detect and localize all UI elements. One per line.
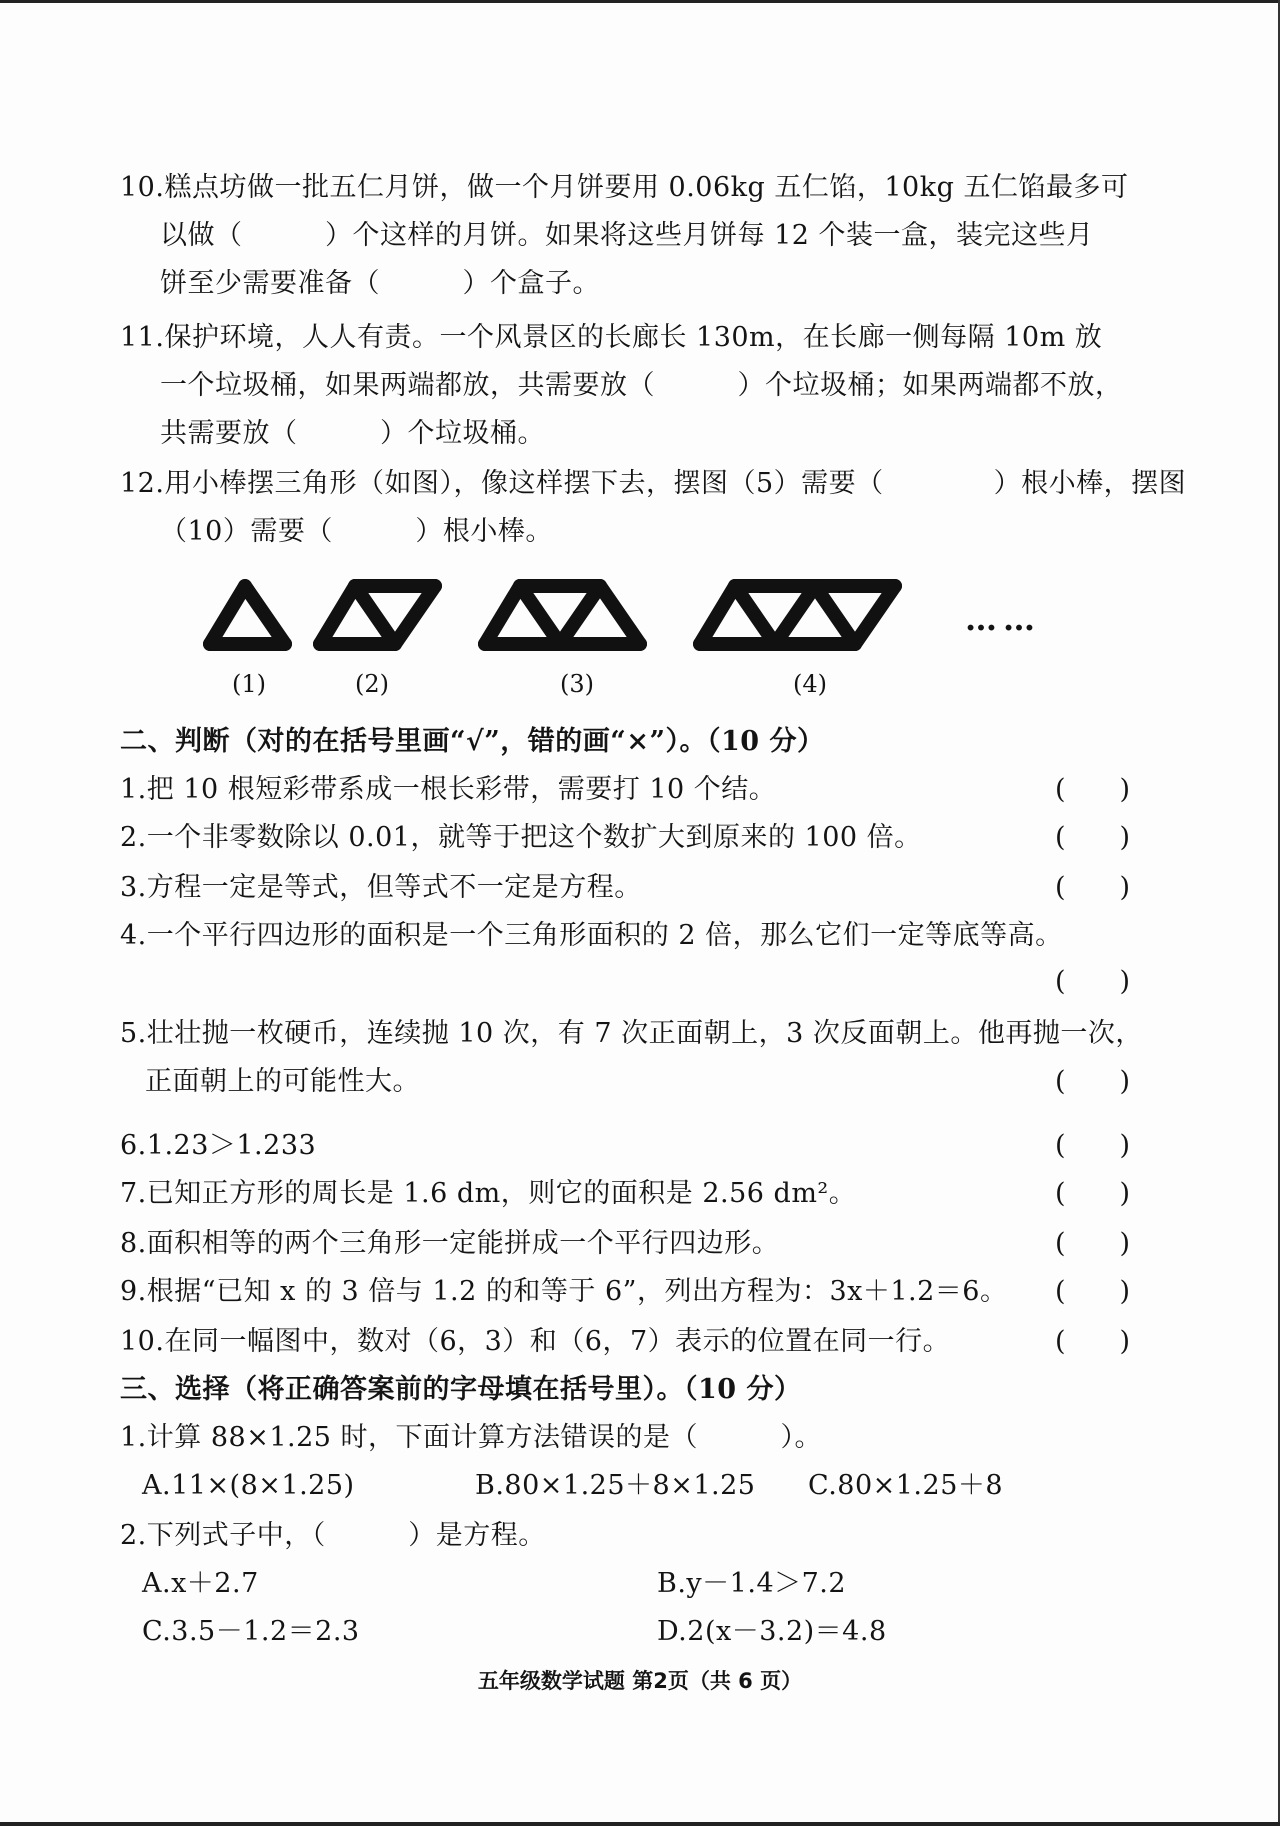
- judge-answer-10[interactable]: ( ): [1055, 1326, 1131, 1357]
- choice-q1-stem: 1.计算 88×1.25 时，下面计算方法错误的是（ ）。: [120, 1422, 823, 1453]
- judge-answer-4[interactable]: ( ): [1055, 966, 1131, 997]
- figure-4-label: (4): [793, 670, 827, 698]
- judge-answer-9[interactable]: ( ): [1055, 1276, 1131, 1307]
- q12-line2: （10）需要（ ）根小棒。: [160, 516, 553, 547]
- q10-line1: 10.糕点坊做一批五仁月饼，做一个月饼要用 0.06kg 五仁馅，10kg 五仁馅最多可: [120, 172, 1129, 203]
- judge-item-4: 4.一个平行四边形的面积是一个三角形面积的 2 倍，那么它们一定等底等高。: [120, 920, 1063, 951]
- figure-1-sticks: [210, 586, 285, 644]
- choice-q2-option-b[interactable]: B.y－1.4＞7.2: [657, 1568, 847, 1599]
- q11-line3: 共需要放（ ）个垃圾桶。: [160, 418, 545, 449]
- figure-3-label: (3): [560, 670, 594, 698]
- judge-item-6: 6.1.23＞1.233: [120, 1130, 317, 1161]
- judge-answer-8[interactable]: ( ): [1055, 1228, 1131, 1259]
- choice-q2-option-c[interactable]: C.3.5－1.2＝2.3: [142, 1616, 360, 1647]
- figure-4-sticks: [700, 586, 895, 644]
- figure-ellipsis: ……: [965, 600, 1041, 638]
- judge-item-8: 8.面积相等的两个三角形一定能拼成一个平行四边形。: [120, 1228, 780, 1259]
- q12-line1: 12.用小棒摆三角形（如图），像这样摆下去，摆图（5）需要（ ）根小棒，摆图: [120, 468, 1187, 499]
- judge-answer-2[interactable]: ( ): [1055, 822, 1131, 853]
- figure-2-sticks: [320, 586, 435, 644]
- q11-line2: 一个垃圾桶，如果两端都放，共需要放（ ）个垃圾桶；如果两端都不放，: [160, 370, 1123, 401]
- figure-2-label: (2): [355, 670, 389, 698]
- choice-q1-option-b[interactable]: B.80×1.25＋8×1.25: [475, 1470, 756, 1501]
- judge-item-2: 2.一个非零数除以 0.01，就等于把这个数扩大到原来的 100 倍。: [120, 822, 922, 853]
- judge-answer-6[interactable]: ( ): [1055, 1130, 1131, 1161]
- figure-1-label: (1): [232, 670, 266, 698]
- choice-q1-option-a[interactable]: A.11×(8×1.25): [142, 1470, 355, 1501]
- choice-q2-option-a[interactable]: A.x＋2.7: [142, 1568, 259, 1599]
- page-footer: 五年级数学试题 第2页（共 6 页）: [477, 1669, 803, 1693]
- judge-item-3: 3.方程一定是等式，但等式不一定是方程。: [120, 872, 642, 903]
- judge-answer-7[interactable]: ( ): [1055, 1178, 1131, 1209]
- judge-answer-1[interactable]: ( ): [1055, 774, 1131, 805]
- q10-line3: 饼至少需要准备（ ）个盒子。: [160, 268, 600, 299]
- judge-item-9: 9.根据“已知 x 的 3 倍与 1.2 的和等于 6”，列出方程为：3x＋1.2＝6。: [120, 1276, 1008, 1307]
- judge-item-1: 1.把 10 根短彩带系成一根长彩带，需要打 10 个结。: [120, 774, 777, 805]
- choice-q2-stem: 2.下列式子中，（ ）是方程。: [120, 1520, 546, 1551]
- stick-triangle-figure: [195, 560, 975, 670]
- judge-heading: 二、判断（对的在括号里画“√”，错的画“×”）。（10 分）: [120, 726, 825, 757]
- page-top-border: [0, 0, 1280, 3]
- judge-item-5: 5.壮壮抛一枚硬币，连续抛 10 次，有 7 次正面朝上，3 次反面朝上。他再抛一次，: [120, 1018, 1143, 1049]
- judge-item-5-cont: 正面朝上的可能性大。: [145, 1066, 420, 1097]
- choice-q2-option-d[interactable]: D.2(x－3.2)＝4.8: [657, 1616, 887, 1647]
- judge-answer-3[interactable]: ( ): [1055, 872, 1131, 903]
- judge-answer-5[interactable]: ( ): [1055, 1066, 1131, 1097]
- choice-heading: 三、选择（将正确答案前的字母填在括号里）。（10 分）: [120, 1374, 802, 1405]
- judge-item-10: 10.在同一幅图中，数对（6，3）和（6，7）表示的位置在同一行。: [120, 1326, 951, 1357]
- figure-3-sticks: [485, 586, 640, 644]
- q11-line1: 11.保护环境，人人有责。一个风景区的长廊长 130m，在长廊一侧每隔 10m 放: [120, 322, 1103, 353]
- choice-q1-option-c[interactable]: C.80×1.25＋8: [808, 1470, 1004, 1501]
- q10-line2: 以做（ ）个这样的月饼。如果将这些月饼每 12 个装一盒，装完这些月: [160, 220, 1094, 251]
- judge-item-7: 7.已知正方形的周长是 1.6 dm，则它的面积是 2.56 dm²。: [120, 1178, 857, 1209]
- page-bottom-border: [0, 1822, 1280, 1826]
